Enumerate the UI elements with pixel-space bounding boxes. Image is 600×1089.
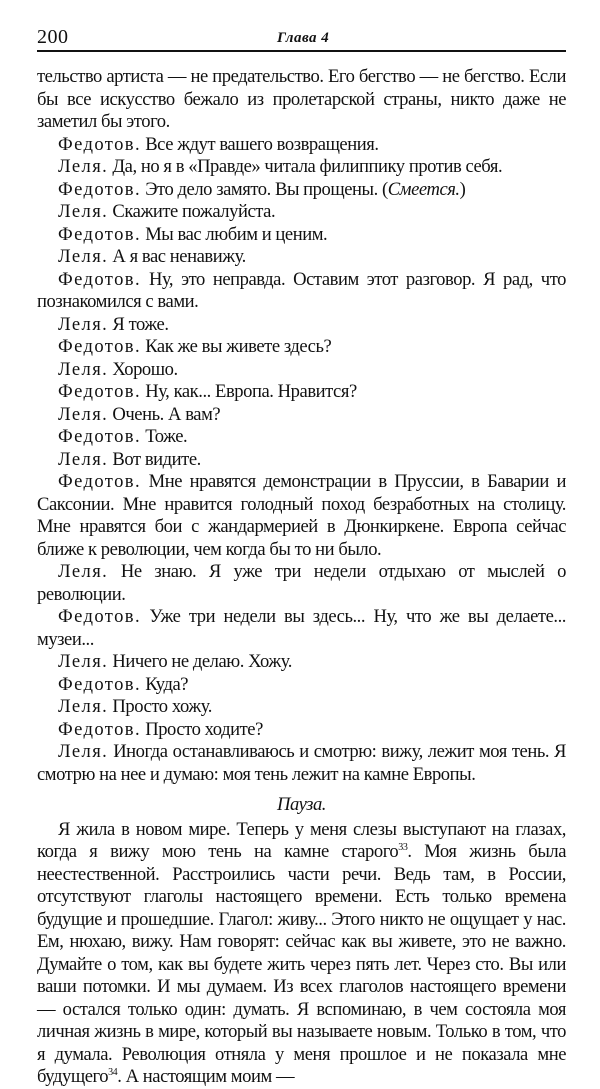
dialogue-line bbox=[37, 359, 566, 382]
line-text: Да, но я в «Правде» читала филиппику против себя. bbox=[108, 156, 503, 177]
speaker-name: Леля. bbox=[58, 741, 109, 762]
line-text: Мне нравятся демонстрации в Пруссии, в Баварии и Саксонии. Мне нравится голодный поход безработных на столицу. Мне нравятся бои с жандармерией в Дюнкиркене. Европа сейчас ближе к революции, чем когда бы то ни было. bbox=[37, 471, 566, 560]
line-text: Скажите пожалуйста. bbox=[108, 201, 276, 222]
dialogue-line bbox=[37, 561, 566, 606]
speaker-name: Федотов. bbox=[58, 426, 142, 447]
speaker-name: Леля. bbox=[58, 313, 109, 335]
line-text: Уже три недели вы здесь... Ну, что же вы делаете... музеи... bbox=[37, 606, 566, 650]
page-text bbox=[37, 66, 566, 1089]
line-text: Тоже. bbox=[141, 426, 188, 447]
dialogue-line bbox=[37, 426, 566, 449]
speaker-name: Федотов. bbox=[58, 673, 142, 695]
dialogue-line bbox=[37, 179, 566, 202]
dialogue-line bbox=[37, 404, 566, 427]
speaker-name: Леля. bbox=[58, 448, 109, 470]
page-number: 200 bbox=[37, 26, 69, 48]
speaker-name: Леля. bbox=[58, 561, 109, 582]
line-text: Иногда останавливаюсь и смотрю: вижу, лежит моя тень. Я смотрю на нее и думаю: моя тень лежит на камне Европы. bbox=[37, 741, 566, 785]
stage-direction: Смеется. bbox=[387, 178, 460, 200]
line-text: Это дело замято. Вы прощены. ( bbox=[141, 178, 388, 200]
dialogue-line bbox=[37, 651, 566, 674]
line-text: Я тоже. bbox=[108, 313, 169, 335]
stage-direction-pause: Пауза. bbox=[277, 794, 326, 815]
line-text: Ну, как... Европа. Нравится? bbox=[141, 381, 357, 402]
dialogue-line bbox=[37, 449, 566, 472]
speaker-name: Леля. bbox=[58, 358, 109, 380]
dialogue-line bbox=[37, 134, 566, 157]
speaker-name: Леля. bbox=[58, 651, 109, 672]
speaker-name: Федотов. bbox=[58, 336, 142, 357]
dialogue-line bbox=[37, 741, 566, 786]
footnote-marker: 33 bbox=[398, 841, 408, 853]
line-text: Просто ходите? bbox=[141, 718, 263, 740]
monologue-text: . А настоящим моим — bbox=[117, 1066, 295, 1087]
monologue-text: Я жила в новом мире. Теперь у меня слезы выступают на глазах, когда я вижу мою тень на камне старого bbox=[37, 818, 566, 862]
speaker-name: Леля. bbox=[58, 156, 109, 177]
line-text: Как же вы живете здесь? bbox=[141, 336, 332, 357]
speaker-name: Федотов. bbox=[58, 133, 142, 155]
line-text: Не знаю. Я уже три недели отдыхаю от мыслей о революции. bbox=[37, 561, 566, 605]
speaker-name: Федотов. bbox=[58, 223, 142, 245]
speaker-name: Федотов. bbox=[58, 471, 142, 492]
dialogue-line bbox=[37, 314, 566, 337]
line-text-end: ) bbox=[459, 178, 466, 200]
dialogue-line bbox=[37, 606, 566, 651]
page-header bbox=[37, 26, 566, 52]
dialogue-line bbox=[37, 381, 566, 404]
dialogue-line bbox=[37, 224, 566, 247]
line-text: Ну, это неправда. Оставим этот разговор. Я рад, что познакомился с вами. bbox=[37, 268, 566, 312]
dialogue-line bbox=[37, 696, 566, 719]
line-text: Вот видите. bbox=[108, 448, 201, 470]
line-text: Просто хожу. bbox=[108, 696, 212, 717]
speaker-name: Леля. bbox=[58, 696, 109, 717]
speaker-name: Федотов. bbox=[58, 381, 142, 402]
footnote-marker: 34 bbox=[108, 1066, 118, 1078]
running-title: Глава 4 bbox=[277, 30, 330, 46]
dialogue-line bbox=[37, 719, 566, 742]
dialogue-line bbox=[37, 246, 566, 269]
line-text: Куда? bbox=[141, 673, 189, 695]
speaker-name: Федотов. bbox=[58, 178, 142, 200]
dialogue-line bbox=[37, 471, 566, 561]
dialogue-line bbox=[37, 156, 566, 179]
dialogue-line bbox=[37, 674, 566, 697]
dialogue-line bbox=[37, 336, 566, 359]
speaker-name: Леля. bbox=[58, 246, 109, 267]
line-text: Очень. А вам? bbox=[108, 403, 221, 425]
monologue-paragraph bbox=[37, 819, 566, 1089]
speaker-name: Федотов. bbox=[58, 606, 142, 627]
line-text: Хорошо. bbox=[108, 358, 178, 380]
dialogue-line bbox=[37, 201, 566, 224]
opening-paragraph: тельство артиста — не предательство. Его бегство — не бегство. Если бы все искусство бежало из пролетарской страны, никто даже не заметил бы этого. bbox=[37, 66, 566, 132]
speaker-name: Федотов. bbox=[58, 268, 142, 290]
monologue-text: . Моя жизнь была неестественной. Расстроились части речи. Ведь там, в России, отсутствуют глаголы настоящего времени. Есть только времена будущие и прошедшие. Глагол: живу... Этого никто не ощущает у нас. Ем, нюхаю, вижу. Нам говорят: сейчас как вы живете, это не важно. Думайте о том, как вы будете жить через пять лет. Через сто. Вы или ваши потомки. И мы думаем. Из всех глаголов настоящего времени — остался только один: думать. Я вспоминаю, в чем состояла моя личная жизнь в мире, который вы называете новым. Только в том, что я думала. Революция отняла у меня прошлое и не показала мне будущего bbox=[37, 841, 566, 1087]
line-text: Ничего не делаю. Хожу. bbox=[108, 651, 292, 672]
speaker-name: Леля. bbox=[58, 403, 109, 425]
line-text: Мы вас любим и ценим. bbox=[141, 223, 328, 245]
speaker-name: Федотов. bbox=[58, 718, 142, 740]
line-text: А я вас ненавижу. bbox=[108, 246, 246, 267]
line-text: Все ждут вашего возвращения. bbox=[141, 133, 379, 155]
speaker-name: Леля. bbox=[58, 201, 109, 222]
book-page bbox=[37, 26, 566, 1087]
dialogue-line bbox=[37, 269, 566, 314]
